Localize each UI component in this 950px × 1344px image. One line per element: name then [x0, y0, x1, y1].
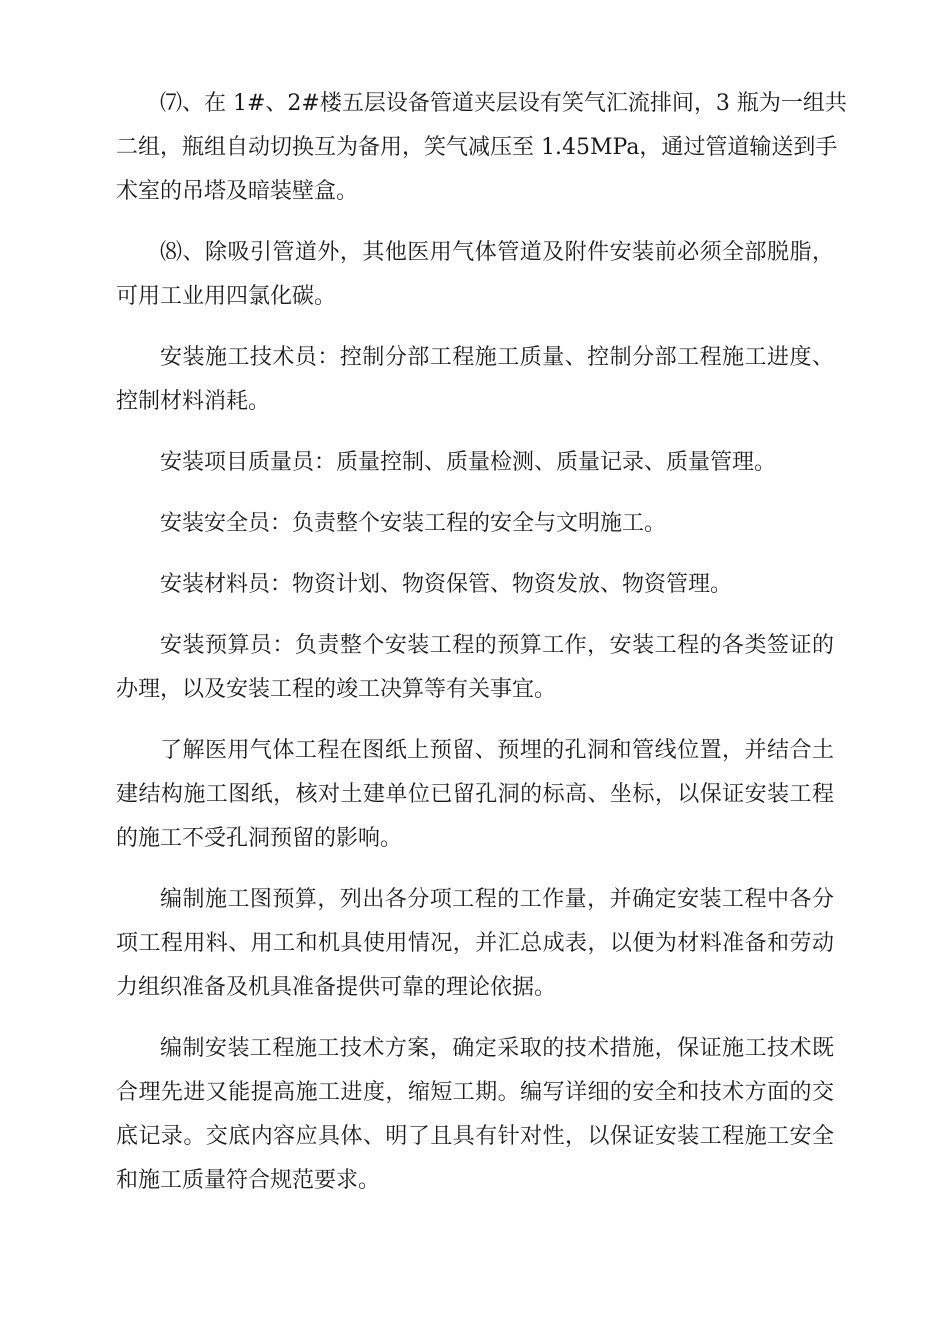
text-line: 二组，瓶组自动切换互为备用，笑气减压至 1.45MPa，通过管道输送到手	[116, 135, 838, 160]
text-line: 建结构施工图纸，核对土建单位已留孔洞的标高、坐标，以保证安装工程	[116, 782, 834, 807]
text-line: 项工程用料、用工和机具使用情况，并汇总成表，以便为材料准备和劳动	[116, 931, 834, 956]
paragraph-materials-role	[116, 563, 834, 607]
text-line: ⑻、除吸引管道外，其他医用气体管道及附件安装前必须全部脱脂，	[160, 240, 834, 265]
text-line: 安装施工技术员：控制分部工程施工质量、控制分部工程施工进度、	[160, 345, 834, 370]
paragraph-budget-preparation	[116, 878, 834, 1010]
text-line: 安装预算员：负责整个安装工程的预算工作，安装工程的各类签证的	[160, 633, 834, 658]
text-line: 安装材料员：物资计划、物资保管、物资发放、物资管理。	[160, 572, 733, 597]
text-line: 力组织准备及机具准备提供可靠的理论依据。	[116, 975, 557, 1000]
text-line: 和施工质量符合规范要求。	[116, 1168, 381, 1193]
text-line: 的施工不受孔洞预留的影响。	[116, 826, 403, 851]
text-line: 编制安装工程施工技术方案，确定采取的技术措施，保证施工技术既	[160, 1036, 834, 1061]
document-body	[116, 82, 847, 1220]
paragraph-budget-role	[116, 624, 834, 712]
paragraph-technician-role	[116, 336, 834, 424]
paragraph-degreasing	[116, 231, 834, 319]
text-line: 术室的吊塔及暗装壁盒。	[116, 179, 359, 204]
text-line: 办理，以及安装工程的竣工决算等有关事宜。	[116, 677, 557, 702]
text-line: 控制材料消耗。	[116, 389, 271, 414]
text-line: ⑺、在 1#、2#楼五层设备管道夹层设有笑气汇流排间，3 瓶为一组共	[160, 91, 847, 116]
paragraph-technical-plan	[116, 1027, 834, 1203]
text-line: 底记录。交底内容应具体、明了且具有针对性，以保证安装工程施工安全	[116, 1124, 834, 1149]
text-line: 安装安全员：负责整个安装工程的安全与文明施工。	[160, 511, 667, 536]
text-line: 了解医用气体工程在图纸上预留、预埋的孔洞和管线位置，并结合土	[160, 738, 834, 763]
paragraph-quality-role	[116, 441, 834, 485]
text-line: 合理先进又能提高施工进度，缩短工期。编写详细的安全和技术方面的交	[116, 1080, 834, 1105]
paragraph-reserved-openings	[116, 729, 834, 861]
text-line: 编制施工图预算，列出各分项工程的工作量，并确定安装工程中各分	[160, 887, 834, 912]
paragraph-safety-role	[116, 502, 834, 546]
text-line: 可用工业用四氯化碳。	[116, 284, 337, 309]
paragraph-nitrous-oxide-manifold	[116, 82, 847, 214]
text-line: 安装项目质量员：质量控制、质量检测、质量记录、质量管理。	[160, 450, 777, 475]
